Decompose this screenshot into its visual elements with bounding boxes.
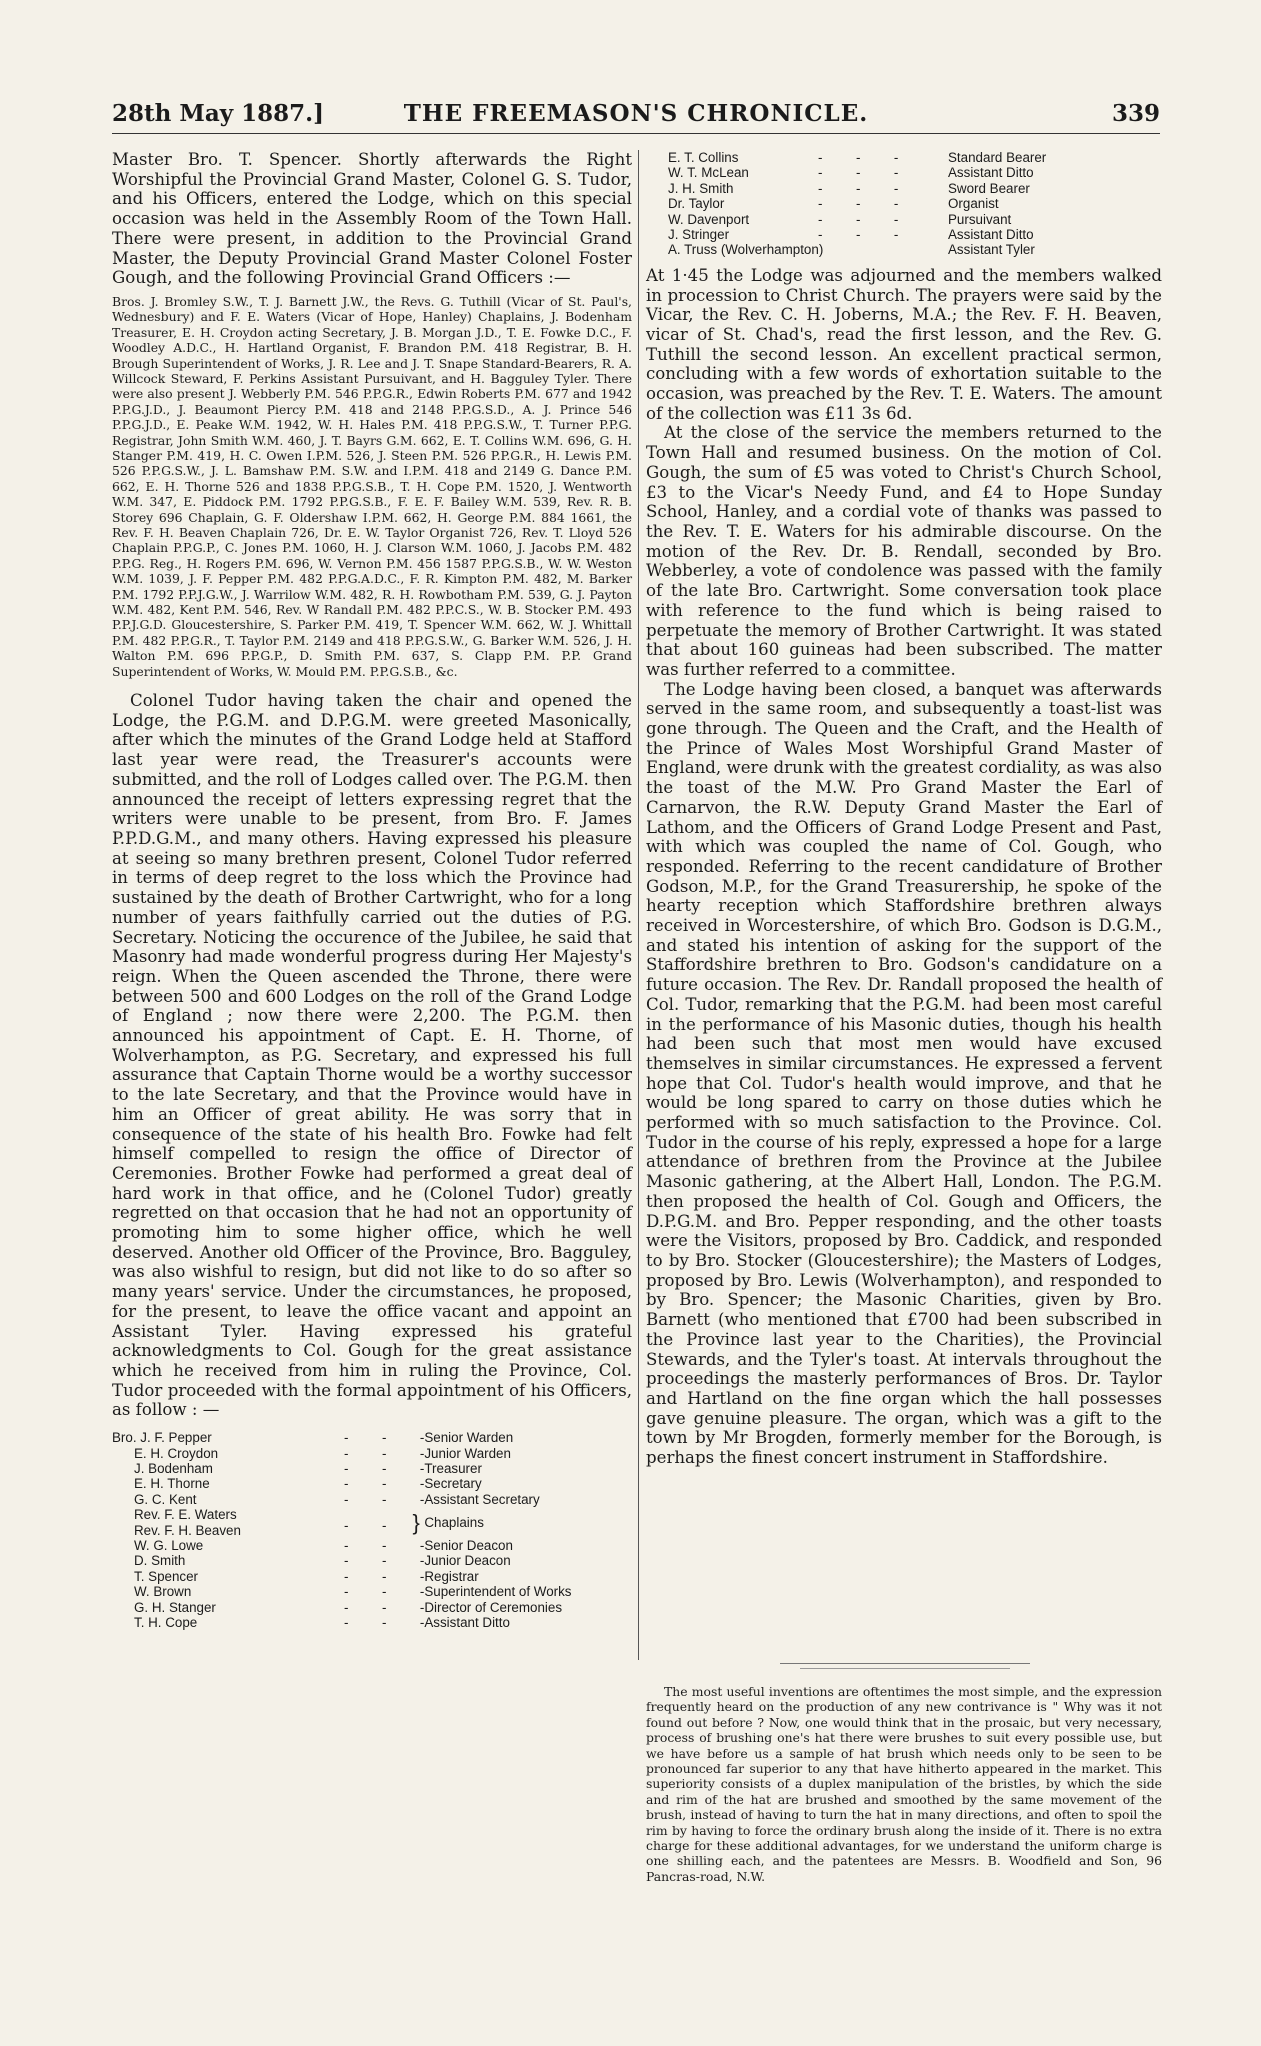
page-number: 339 — [1111, 100, 1160, 127]
business-paragraph: At the close of the service the members returned to the Town Hall and resumed business. On the motion of Col. Gough, the sum of £5 was voted to Christ's Church School, £3 to the Vicar's Needy Fund, and £4 to Hope Sunday School, Hanley, and a cordial vote of thanks was passed to the Rev. T. E. Waters for his admirable discourse. On the motion of the Rev. Dr. B. Rendall, seconded by Bro. Webberley, a vote of condolence was passed with the family of the late Bro. Cartwright. Some conversation took place with reference to the fund which is being raised to perpetuate the memory of Brother Cartwright. It was stated that about 160 guineas had been subscribed. The matter was further referred to a committee. — [646, 423, 1162, 679]
officer-row: Rev. F. H. Beaven — [134, 1522, 241, 1538]
officer-row: Bro. J. F. Pepper - - - Senior Warden — [112, 1430, 514, 1446]
issue-date: 28th May 1887.] — [112, 100, 324, 127]
intro-paragraph: Master Bro. T. Spencer. Shortly afterwards the Right Worshipful the Provincial Grand Master, Colonel G. S. Tudor, and his Officers, entered the Lodge, which on this special occasion was held in the Assembly Room of the Town Hall. There were present, in addition to the Provincial Grand Master, the Deputy Provincial Grand Master Colonel Foster Gough, and the following Provincial Grand Officers :— — [112, 150, 632, 288]
officer-row: G. H. Stanger - - - Director of Ceremonies — [134, 1599, 563, 1615]
officer-row: E. H. Thorne - - - Secretary — [134, 1476, 482, 1492]
officer-row: J. Stringer - - - Assistant Ditto — [668, 227, 1034, 243]
advertisement — [646, 1684, 1162, 1884]
officer-row: J. Bodenham - - - Treasurer — [134, 1460, 482, 1476]
officer-row: W. Davenport - - - Pursuivant — [668, 211, 1012, 227]
officer-row: W. T. McLean - - - Assistant Ditto — [668, 165, 1034, 181]
officer-row: E. T. Collins - - - Standard Bearer — [668, 150, 1047, 165]
right-column — [646, 150, 1162, 1468]
officer-row: E. H. Croydon - - - Junior Warden — [134, 1445, 511, 1461]
banquet-paragraph: The Lodge having been closed, a banquet was afterwards served in the same room, and subsequently a toast-list was gone through. The Queen and the Craft, and the Health of the Prince of Wales Most Worshipful Grand Master of England, were drunk with the greatest cordiality, as was also the toast of the M.W. Pro Grand Master the Earl of Carnarvon, the R.W. Deputy Grand Master the Earl of Lathom, and the Officers of Grand Lodge Present and Past, with which was coupled the name of Col. Gough, who responded. Referring to the recent candidature of Brother Godson, M.P., for the Grand Treasurership, he spoke of the hearty reception which Staffordshire brethren always received in Worcestershire, of which Bro. Godson is D.G.M., and stated his intention of asking for the support of the Staffordshire brethren to Bro. Godson's candidature on a future occasion. The Rev. Dr. Randall proposed the health of Col. Tudor, remarking that the P.G.M. had been most careful in the performance of his Masonic duties, though his health had been such that most men would have excused themselves in similar circumstances. He expressed a fervent hope that Col. Tudor's health would improve, and that he would be long spared to carry on those duties which he performed with so much satisfaction to the Province. Col. Tudor in the course of his reply, expressed a hope for a large attendance of brethren from the Province at the Jubilee Masonic gathering, at the Albert Hall, London. The P.G.M. then proposed the health of Col. Gough and Officers, the D.P.G.M. and Bro. Pepper responding, and the other toasts were the Visitors, proposed by Bro. Caddick, and responded to by Bro. Stocker (Gloucestershire); the Masters of Lodges, proposed by Bro. Lewis (Wolverhampton), and responded to by Bro. Spencer; the Masonic Charities, given by Bro. Barnett (who mentioned that £700 had been subscribed in the Province last year to the Charities), the Provincial Stewards, and the Tyler's toast. At intervals throughout the proceedings the masterly performances of Bros. Dr. Taylor and Hartland on the fine organ which the hall possesses gave genuine pleasure. The organ, which was a gift to the town by Mr Brogden, formerly member for the Borough, is perhaps the finest concert instrument in Staffordshire. — [646, 679, 1162, 1468]
brace: } — [412, 1509, 420, 1535]
officer-row: T. Spencer - - - Registrar — [134, 1568, 479, 1584]
officer-appointments — [112, 1430, 572, 1630]
header-rule — [112, 133, 1160, 134]
main-paragraph: Colonel Tudor having taken the chair and opened the Lodge, the P.G.M. and D.P.G.M. were greeted Masonically, after which the minutes of the Grand Lodge held at Stafford last year were read, the Treasurer's accounts were submitted, and the roll of Lodges called over. The P.G.M. then announced the receipt of letters expressing regret that the writers were unable to be present, from Bro. F. James P.P.D.G.M., and many others. Having expressed his pleasure at seeing so many brethren present, Colonel Tudor referred in terms of deep regret to the loss which the Province had sustained by the death of Brother Cartwright, who for a long number of years faithfully carried out the duties of P.G. Secretary. Noticing the occurence of the Jubilee, he said that Masonry had made wonderful progress during Her Majesty's reign. When the Queen ascended the Throne, there were between 500 and 600 Lodges on the roll of the Grand Lodge of England ; now there were 2,200. The P.G.M. then announced his appointment of Capt. E. H. Thorne, of Wolverhampton, as P.G. Secretary, and expressed his full assurance that Captain Thorne would be a worthy successor to the late Secretary, and that the Province would have in him an Officer of great ability. He was sorry that in consequence of the state of his health Bro. Fowke had felt himself compelled to resign the office of Director of Ceremonies. Brother Fowke had performed a great deal of hard work in that office, and he (Colonel Tudor) greatly regretted on that occasion that he had not an opportunity of promoting him to some higher office, which he well deserved. Another old Officer of the Province, Bro. Bagguley, was also wishful to resign, but did not like to do so after so many years' service. Under the circumstances, he proposed, for the present, to leave the office vacant and appoint an Assistant Tyler. Having expressed his grateful acknowledgments to Col. Gough for the great assistance which he received from him in ruling the Province, Col. Tudor proceeded with the formal appointment of his Officers, as follow : — — [112, 691, 632, 1420]
left-column — [112, 150, 632, 1630]
officer-row: D. Smith - - - Junior Deacon — [134, 1553, 511, 1569]
officer-row: W. Brown - - - Superintendent of Works — [134, 1584, 572, 1600]
column-divider — [638, 150, 639, 1660]
chaplains-label: Chaplains — [424, 1514, 484, 1530]
page-header — [112, 100, 1160, 128]
officer-appointments-continued — [668, 150, 1046, 258]
officer-row: W. G. Lowe - - - Senior Deacon — [134, 1537, 513, 1553]
section-separator — [780, 1663, 1030, 1664]
officer-row: A. Truss (Wolverhampton) Assistant Tyler — [668, 242, 1035, 258]
hat-brush-notice: The most useful inventions are oftentimes the most simple, and the expression frequently heard on the production of any new contrivance is " Why was it not found out before ? Now, one would think that in the prosaic, but very necessary, process of brushing one's hat there were brushes to suit every possible use, but we have before us a sample of hat brush which needs only to be seen to be pronounced far superior to any that have hitherto appeared in the market. This superiority consists of a duplex manipulation of the bristles, by which the side and rim of the hat are brushed and smoothed by the same movement of the brush, instead of having to turn the hat in many directions, and often to spoil the rim by having to force the ordinary brush along the inside of it. There is no extra charge for these additional advantages, for we understand the uniform charge is one shilling each, and the patentees are Messrs. B. Woodfield and Son, 96 Pancras-road, N.W. — [646, 1684, 1162, 1884]
publication-title: THE FREEMASON'S CHRONICLE. — [403, 100, 869, 127]
officer-row: J. H. Smith - - - Sword Bearer — [668, 180, 1030, 196]
officer-row: G. C. Kent - - - Assistant Secretary — [134, 1491, 540, 1507]
section-separator-secondary — [800, 1668, 1010, 1669]
officer-row: T. H. Cope - - - Assistant Ditto — [134, 1614, 510, 1630]
brethren-list: Bros. J. Bromley S.W., T. J. Barnett J.W., the Revs. G. Tuthill (Vicar of St. Paul's, Wednesbury) and F. E. Waters (Vicar of Hope, Hanley) Chaplains, J. Bodenham Treasurer, E. H. Croydon acting Secretary, J. B. Morgan J.D., T. E. Fowke D.C., F. Woodley A.D.C., H. Hartland Organist, F. Brandon P.M. 418 Registrar, B. H. Brough Superintendent of Works, J. R. Lee and J. T. Snape Standard-Bearers, R. A. Willcock Steward, F. Perkins Assistant Pursuivant, and H. Bagguley Tyler. There were also present J. Webberly P.M. 546 P.P.G.R., Edwin Roberts P.M. 677 and 1942 P.P.G.J.D., J. Beaumont Piercy P.M. 418 and 2148 P.P.G.S.D., A. J. Prince 546 P.P.G.J.D., E. Peake W.M. 1942, W. H. Hales P.M. 418 P.P.G.S.W., T. Turner P.P.G. Registrar, John Smith W.M. 460, J. T. Bayrs G.M. 662, E. T. Collins W.M. 696, G. H. Stanger P.M. 419, H. C. Owen I.P.M. 526, J. Steen P.M. 526 P.P.G.R., H. Lewis P.M. 526 P.P.G.S.W., J. L. Bamshaw P.M. S.W. and I.P.M. 418 and 2149 G. Dance P.M. 662, E. H. Thorne 526 and 1838 P.P.G.S.B., T. H. Cope P.M. 1520, J. Wentworth W.M. 347, E. Piddock P.M. 1792 P.P.G.S.B., F. E. F. Bailey W.M. 539, Rev. R. B. Storey 696 Chaplain, G. F. Oldershaw I.P.M. 662, H. George P.M. 884 1661, the Rev. F. H. Beaven Chaplain 726, Dr. E. W. Taylor Organist 726, Rev. T. Lloyd 526 Chaplain P.P.G.P., C. Jones P.M. 1060, H. J. Clarson W.M. 1060, J. Jacobs P.M. 482 P.P.G. Reg., H. Rogers P.M. 696, W. Vernon P.M. 456 1587 P.P.G.S.B., W. W. Weston W.M. 1039, J. F. Pepper P.M. 482 P.P.G.A.D.C., F. R. Kimpton P.M. 482, M. Barker P.M. 1792 P.P.J.G.W., J. Warrilow W.M. 482, R. H. Rowbotham P.M. 539, G. J. Payton W.M. 482, Kent P.M. 546, Rev. W Randall P.M. 482 P.P.C.S., W. B. Stocker P.M. 493 P.P.J.G.D. Gloucestershire, S. Parker P.M. 419, T. Spencer W.M. 662, W. J. Whittall P.M. 482 P.P.G.R., T. Taylor P.M. 2149 and 418 P.P.G.S.W., G. Barker W.M. 526, J. H. Walton P.M. 696 P.P.G.P., D. Smith P.M. 637, S. Clapp P.M. P.P. Grand Superintendent of Works, W. Mould P.M. P.P.G.S.B., &c. — [112, 293, 632, 679]
officer-row: Rev. F. E. Waters - - } Chaplains — [112, 1507, 572, 1522]
procession-paragraph: At 1·45 the Lodge was adjourned and the members walked in procession to Christ Church. The prayers were said by the Vicar, the Rev. C. H. Joberns, M.A.; the Rev. F. H. Beaven, vicar of St. Chad's, read the first lesson, and the Rev. G. Tuthill the second lesson. An excellent practical sermon, concluding with a few words of exhortation suitable to the occasion, was preached by the Rev. T. E. Waters. The amount of the collection was £11 3s 6d. — [646, 265, 1162, 423]
officer-row: Dr. Taylor - - - Organist — [668, 196, 999, 212]
